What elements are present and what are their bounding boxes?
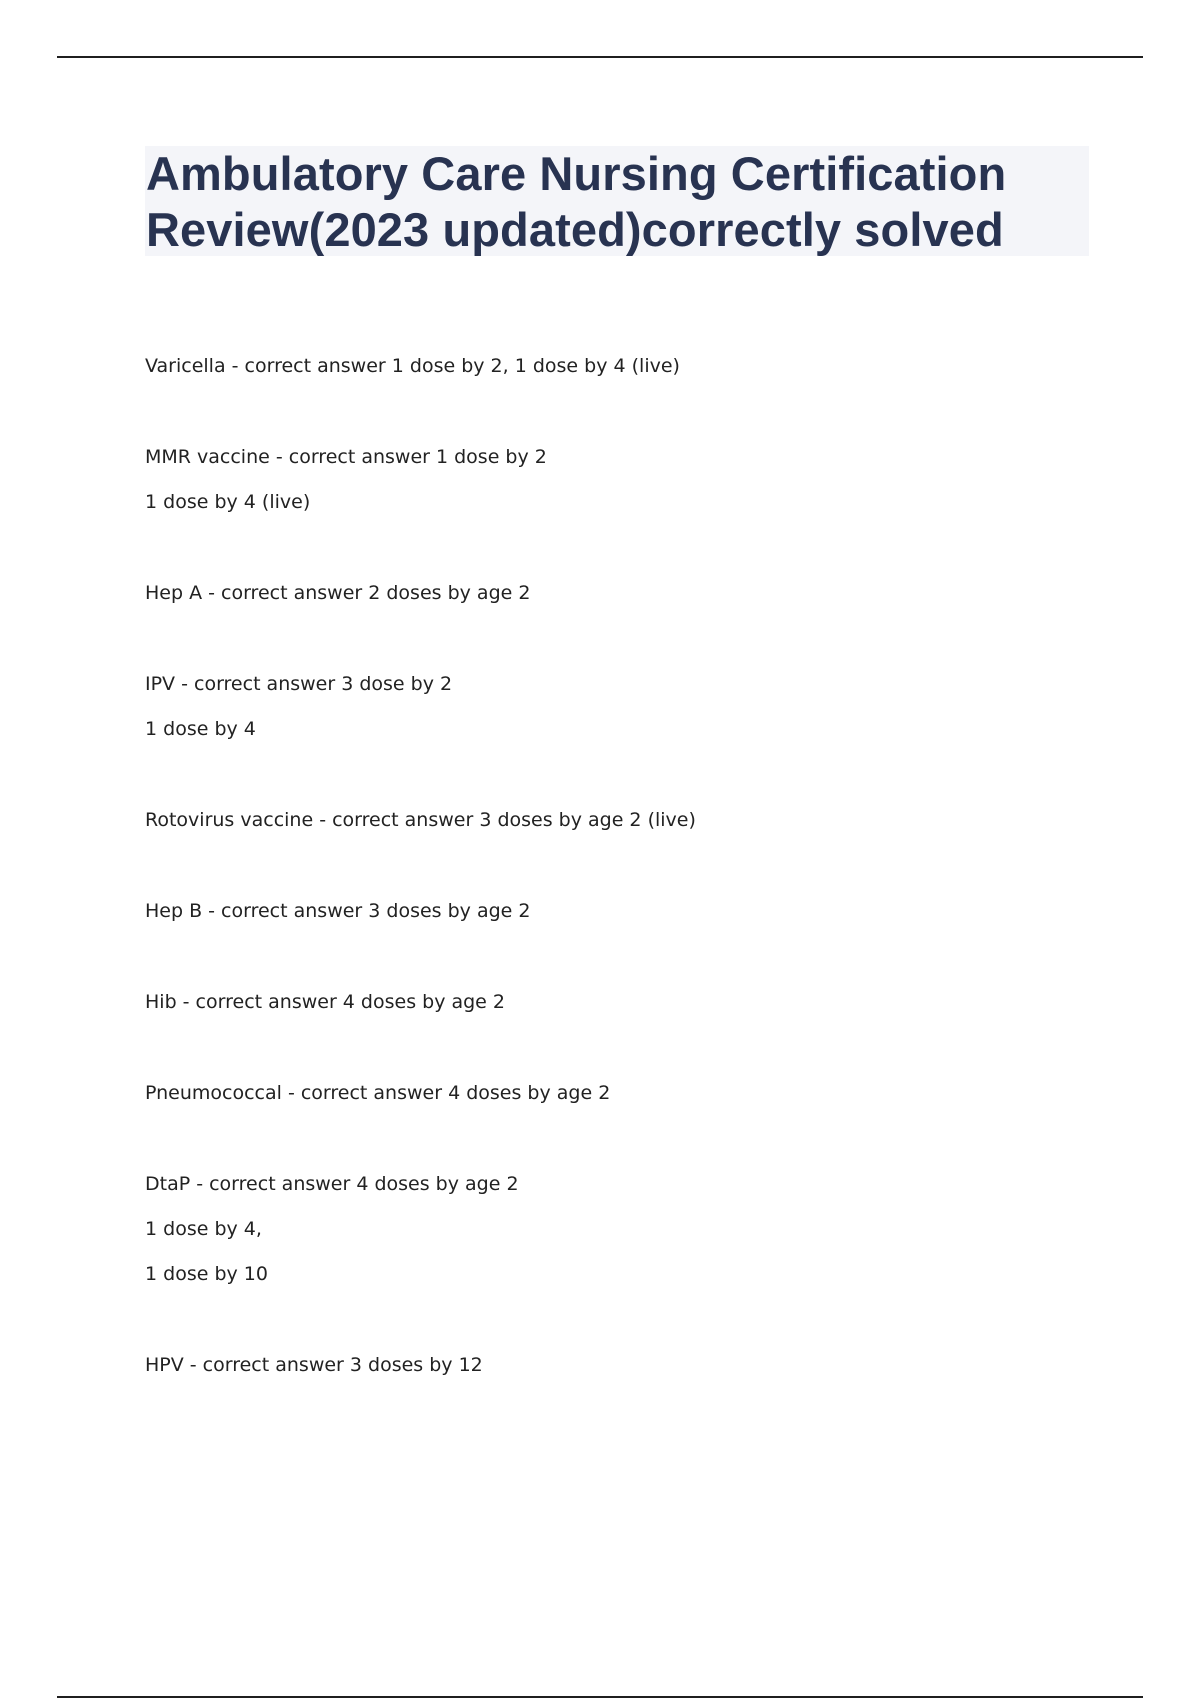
qa-line: HPV - correct answer 3 doses by 12 (145, 1354, 483, 1376)
qa-item-hep-b (145, 889, 1105, 934)
qa-item-rotovirus (145, 798, 1105, 843)
qa-line: Hep A - correct answer 2 doses by age 2 (145, 582, 531, 604)
qa-line: 1 dose by 4 (live) (145, 491, 311, 513)
qa-line: Pneumococcal - correct answer 4 doses by age 2 (145, 1082, 611, 1104)
qa-line: 1 dose by 10 (145, 1263, 268, 1285)
qa-line: MMR vaccine - correct answer 1 dose by 2 (145, 446, 547, 468)
title-line-2: Review(2023 updated)correctly solved (146, 203, 1004, 256)
qa-line: Hep B - correct answer 3 doses by age 2 (145, 900, 531, 922)
qa-line: Rotovirus vaccine - correct answer 3 doses by age 2 (live) (145, 809, 696, 831)
qa-item-dtap (145, 1162, 1105, 1297)
qa-line: IPV - correct answer 3 dose by 2 (145, 673, 453, 695)
qa-line: 1 dose by 4, (145, 1218, 262, 1240)
qa-item-varicella (145, 344, 1105, 389)
qa-item-mmr (145, 435, 1105, 525)
footer-rule (57, 1696, 1143, 1698)
qa-line: 1 dose by 4 (145, 718, 256, 740)
qa-item-hpv (145, 1343, 1105, 1388)
qa-line: Varicella - correct answer 1 dose by 2, 1 dose by 4 (live) (145, 355, 680, 377)
title-line-1: Ambulatory Care Nursing Certification (146, 147, 1007, 200)
qa-line: DtaP - correct answer 4 doses by age 2 (145, 1173, 519, 1195)
qa-item-hep-a (145, 571, 1105, 616)
header-rule (57, 56, 1143, 58)
title-block (145, 146, 1089, 256)
qa-item-ipv (145, 662, 1105, 752)
qa-item-pneumococcal (145, 1071, 1105, 1116)
document-title (145, 146, 1089, 258)
qa-line: Hib - correct answer 4 doses by age 2 (145, 991, 505, 1013)
qa-item-hib (145, 980, 1105, 1025)
qa-list (145, 344, 1105, 1434)
